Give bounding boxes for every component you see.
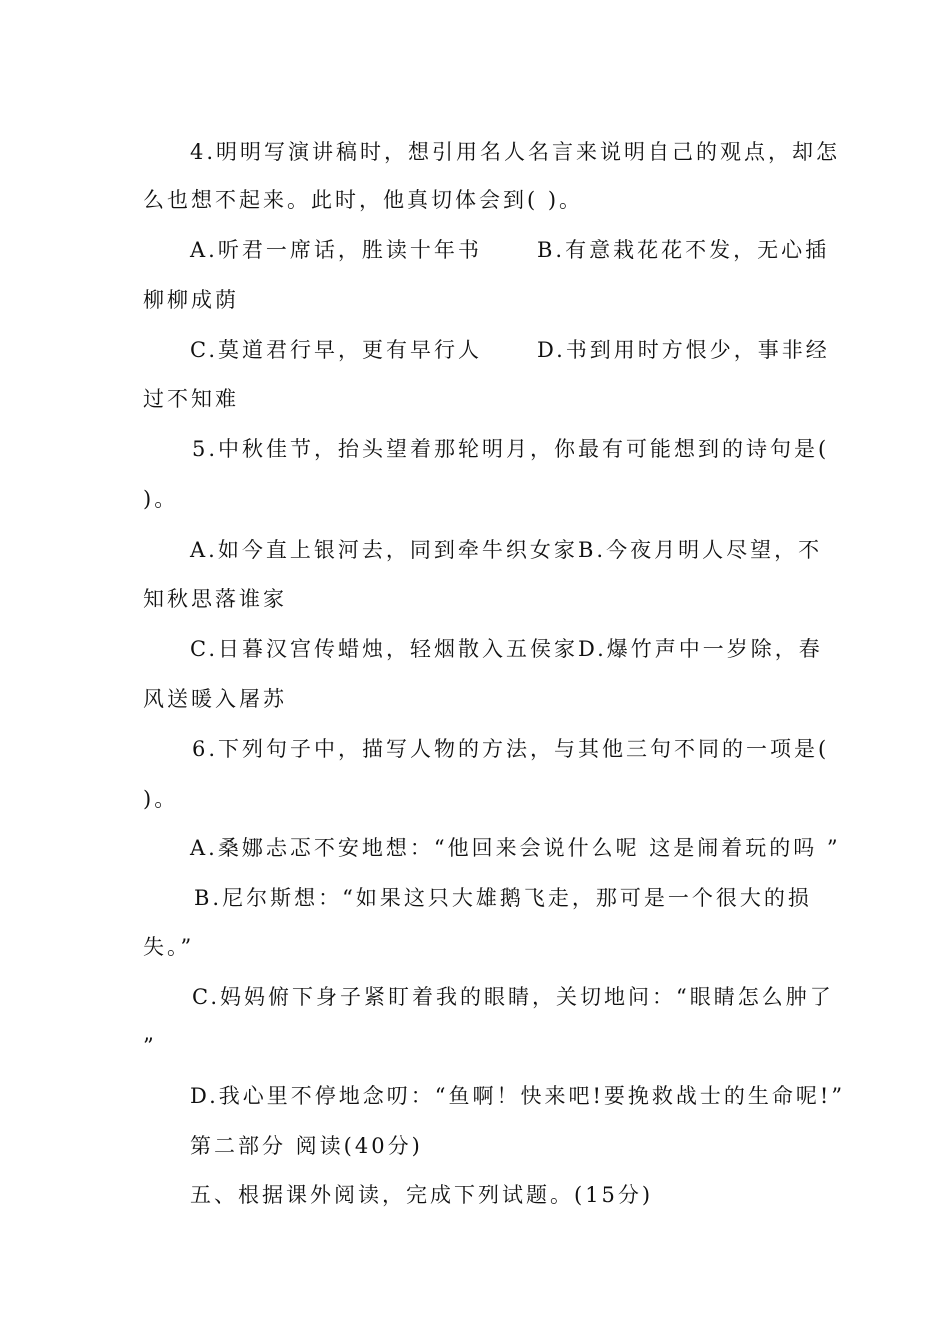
q6-option-c-continued: ” — [143, 1034, 157, 1058]
q4-option-d-continued: 过不知难 — [143, 387, 239, 411]
q4-option-a: A.听君一席话，胜读十年书 — [190, 238, 482, 262]
q5-option-d: D.爆竹声中一岁除，春 — [578, 637, 823, 661]
q6-option-b: B.尼尔斯想：“如果这只大雄鹅飞走，那可是一个很大的损 — [194, 886, 812, 910]
q5-stem-line1: 5.中秋佳节，抬头望着那轮明月，你最有可能想到的诗句是( — [192, 437, 830, 461]
q5-stem-line2: )。 — [143, 487, 179, 511]
section-two-title: 第二部分 阅读(40分) — [190, 1134, 423, 1158]
q6-option-a: A.桑娜忐忑不安地想：“他回来会说什么呢 这是闹着玩的吗 ” — [190, 836, 841, 860]
q4-option-b: B.有意栽花花不发，无心插 — [537, 238, 830, 262]
q4-option-c: C.莫道君行早，更有早行人 — [190, 338, 482, 362]
q6-stem-line1: 6.下列句子中，描写人物的方法，与其他三句不同的一项是( — [192, 737, 830, 761]
q4-option-b-continued: 柳柳成荫 — [143, 288, 239, 312]
q5-option-b-continued: 知秋思落谁家 — [143, 587, 287, 611]
part-five-heading: 五、根据课外阅读，完成下列试题。(15分) — [190, 1183, 654, 1207]
q5-option-b: B.今夜月明人尽望，不 — [578, 538, 823, 562]
q6-stem-line2: )。 — [143, 787, 179, 811]
q6-option-b-continued: 失。” — [143, 935, 195, 959]
q4-stem-line2: 么也想不起来。此时，他真切体会到( )。 — [143, 188, 584, 212]
q4-stem-line1: 4.明明写演讲稿时，想引用名人名言来说明自己的观点，却怎 — [190, 140, 841, 164]
q5-option-d-continued: 风送暖入屠苏 — [143, 687, 287, 711]
q6-option-c: C.妈妈俯下身子紧盯着我的眼睛，关切地问：“眼睛怎么肿了 — [192, 985, 834, 1009]
q6-option-d: D.我心里不停地念叨：“鱼啊！快来吧!要挽救战士的生命呢!” — [190, 1084, 846, 1108]
q5-option-a: A.如今直上银河去，同到牵牛织女家 — [190, 538, 578, 562]
q5-option-c: C.日暮汉宫传蜡烛，轻烟散入五侯家 — [190, 637, 578, 661]
q4-option-d: D.书到用时方恨少，事非经 — [537, 338, 830, 362]
